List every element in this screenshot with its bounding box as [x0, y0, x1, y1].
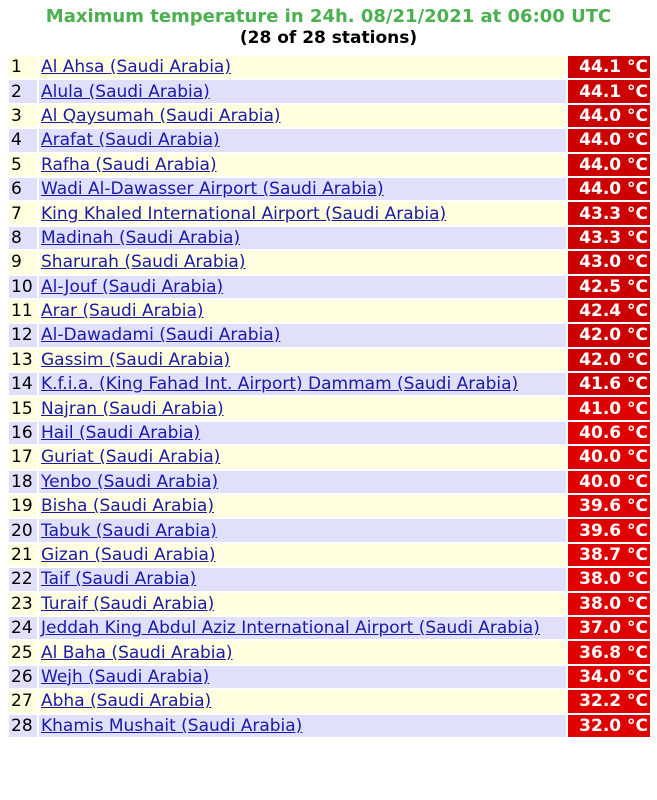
station-cell [39, 495, 566, 517]
table-row [9, 154, 650, 176]
station-cell [39, 129, 566, 151]
table-row [9, 324, 650, 346]
station-link[interactable]: Madinah (Saudi Arabia) [41, 227, 241, 248]
table-row [9, 202, 650, 224]
temperature-value: 41.0 °C [568, 397, 650, 419]
station-rank: 17 [9, 446, 37, 468]
stations-table [7, 54, 652, 739]
page-header [0, 0, 657, 48]
station-cell [39, 397, 566, 419]
station-rank: 13 [9, 349, 37, 371]
temperature-value: 42.5 °C [568, 276, 650, 298]
station-cell [39, 641, 566, 663]
table-row [9, 593, 650, 615]
station-cell [39, 251, 566, 273]
station-link[interactable]: Alula (Saudi Arabia) [41, 81, 210, 102]
table-row [9, 495, 650, 517]
station-rank: 22 [9, 568, 37, 590]
station-rank: 28 [9, 715, 37, 737]
station-rank: 26 [9, 666, 37, 688]
temperature-value: 44.0 °C [568, 129, 650, 151]
station-link[interactable]: King Khaled International Airport (Saudi Arabia) [41, 203, 447, 224]
temperature-value: 34.0 °C [568, 666, 650, 688]
table-row [9, 568, 650, 590]
temperature-value: 32.0 °C [568, 715, 650, 737]
station-cell [39, 544, 566, 566]
station-rank: 14 [9, 373, 37, 395]
station-link[interactable]: Taif (Saudi Arabia) [41, 569, 197, 590]
station-cell [39, 202, 566, 224]
station-link[interactable]: Arar (Saudi Arabia) [41, 301, 204, 322]
station-cell [39, 349, 566, 371]
temperature-value: 39.6 °C [568, 495, 650, 517]
station-rank: 23 [9, 593, 37, 615]
station-link[interactable]: Rafha (Saudi Arabia) [41, 154, 217, 175]
temperature-value: 41.6 °C [568, 373, 650, 395]
station-rank: 25 [9, 641, 37, 663]
station-cell [39, 446, 566, 468]
station-link[interactable]: Al Qaysumah (Saudi Arabia) [41, 105, 281, 126]
station-cell [39, 80, 566, 102]
station-cell [39, 471, 566, 493]
station-link[interactable]: Tabuk (Saudi Arabia) [41, 520, 217, 541]
station-rank: 3 [9, 105, 37, 127]
station-rank: 27 [9, 690, 37, 712]
table-row [9, 276, 650, 298]
station-cell [39, 666, 566, 688]
temperature-value: 43.0 °C [568, 251, 650, 273]
page-title: Maximum temperature in 24h. 08/21/2021 at 06:00 UTC [45, 6, 612, 27]
table-row [9, 129, 650, 151]
station-link[interactable]: Arafat (Saudi Arabia) [41, 130, 220, 151]
station-cell [39, 276, 566, 298]
temperature-value: 37.0 °C [568, 617, 650, 639]
station-cell [39, 154, 566, 176]
temperature-value: 40.0 °C [568, 446, 650, 468]
temperature-value: 39.6 °C [568, 519, 650, 541]
table-row [9, 690, 650, 712]
station-rank: 11 [9, 300, 37, 322]
table-row [9, 544, 650, 566]
station-link[interactable]: Najran (Saudi Arabia) [41, 398, 224, 419]
temperature-value: 42.0 °C [568, 349, 650, 371]
station-rank: 15 [9, 397, 37, 419]
station-cell [39, 373, 566, 395]
temperature-value: 40.6 °C [568, 422, 650, 444]
temperature-value: 38.7 °C [568, 544, 650, 566]
table-row [9, 422, 650, 444]
station-rank: 7 [9, 202, 37, 224]
station-rank: 19 [9, 495, 37, 517]
station-rank: 20 [9, 519, 37, 541]
table-row [9, 56, 650, 78]
station-link[interactable]: K.f.i.a. (King Fahad Int. Airport) Dammam (Saudi Arabia) [41, 374, 519, 395]
station-link[interactable]: Khamis Mushait (Saudi Arabia) [41, 715, 303, 736]
table-row [9, 715, 650, 737]
station-cell [39, 715, 566, 737]
station-rank: 12 [9, 324, 37, 346]
station-link[interactable]: Abha (Saudi Arabia) [41, 691, 212, 712]
temperature-value: 44.0 °C [568, 105, 650, 127]
temperature-value: 32.2 °C [568, 690, 650, 712]
station-rank: 24 [9, 617, 37, 639]
station-cell [39, 300, 566, 322]
temperature-value: 43.3 °C [568, 227, 650, 249]
table-row [9, 349, 650, 371]
station-link[interactable]: Al-Dawadami (Saudi Arabia) [41, 325, 281, 346]
station-link[interactable]: Al Baha (Saudi Arabia) [41, 642, 233, 663]
station-rank: 9 [9, 251, 37, 273]
table-row [9, 373, 650, 395]
table-row [9, 397, 650, 419]
temperature-value: 38.0 °C [568, 568, 650, 590]
station-count: (28 of 28 stations) [239, 28, 418, 48]
table-row [9, 446, 650, 468]
station-link[interactable]: Gassim (Saudi Arabia) [41, 349, 231, 370]
temperature-value: 36.8 °C [568, 641, 650, 663]
station-link[interactable]: Jeddah King Abdul Aziz International Airport (Saudi Arabia) [41, 618, 540, 639]
table-row [9, 227, 650, 249]
temperature-value: 44.0 °C [568, 154, 650, 176]
temperature-value: 44.0 °C [568, 178, 650, 200]
station-link[interactable]: Al Ahsa (Saudi Arabia) [41, 57, 231, 78]
station-link[interactable]: Al-Jouf (Saudi Arabia) [41, 276, 224, 297]
station-cell [39, 227, 566, 249]
temperature-value: 43.3 °C [568, 202, 650, 224]
station-link[interactable]: Wejh (Saudi Arabia) [41, 666, 210, 687]
station-link[interactable]: Gizan (Saudi Arabia) [41, 545, 216, 565]
station-link[interactable]: Turaif (Saudi Arabia) [41, 593, 215, 614]
table-row [9, 80, 650, 102]
table-row [9, 178, 650, 200]
station-link[interactable]: Wadi Al-Dawasser Airport (Saudi Arabia) [41, 179, 384, 200]
station-rank: 2 [9, 80, 37, 102]
station-cell [39, 568, 566, 590]
station-rank: 1 [9, 56, 37, 78]
station-rank: 16 [9, 422, 37, 444]
station-rank: 8 [9, 227, 37, 249]
station-rank: 5 [9, 154, 37, 176]
table-row [9, 105, 650, 127]
station-cell [39, 519, 566, 541]
temperature-value: 44.1 °C [568, 56, 650, 78]
table-row [9, 641, 650, 663]
stations-table-body [9, 56, 650, 737]
station-cell [39, 105, 566, 127]
station-cell [39, 690, 566, 712]
station-cell [39, 178, 566, 200]
station-cell [39, 324, 566, 346]
station-cell [39, 56, 566, 78]
temperature-value: 40.0 °C [568, 471, 650, 493]
station-link[interactable]: Sharurah (Saudi Arabia) [41, 252, 246, 273]
station-cell [39, 593, 566, 615]
station-cell [39, 422, 566, 444]
table-row [9, 519, 650, 541]
station-rank: 10 [9, 276, 37, 298]
station-rank: 6 [9, 178, 37, 200]
temperature-value: 42.4 °C [568, 300, 650, 322]
table-row [9, 471, 650, 493]
station-cell [39, 617, 566, 639]
table-row [9, 251, 650, 273]
station-rank: 4 [9, 129, 37, 151]
station-link[interactable]: Bisha (Saudi Arabia) [41, 496, 214, 517]
station-link[interactable]: Yenbo (Saudi Arabia) [41, 471, 219, 492]
station-link[interactable]: Hail (Saudi Arabia) [41, 423, 201, 444]
station-rank: 18 [9, 471, 37, 493]
temperature-value: 38.0 °C [568, 593, 650, 615]
table-row [9, 617, 650, 639]
station-link[interactable]: Guriat (Saudi Arabia) [41, 447, 221, 468]
table-row [9, 666, 650, 688]
table-row [9, 300, 650, 322]
temperature-value: 42.0 °C [568, 324, 650, 346]
station-rank: 21 [9, 544, 37, 566]
temperature-value: 44.1 °C [568, 80, 650, 102]
